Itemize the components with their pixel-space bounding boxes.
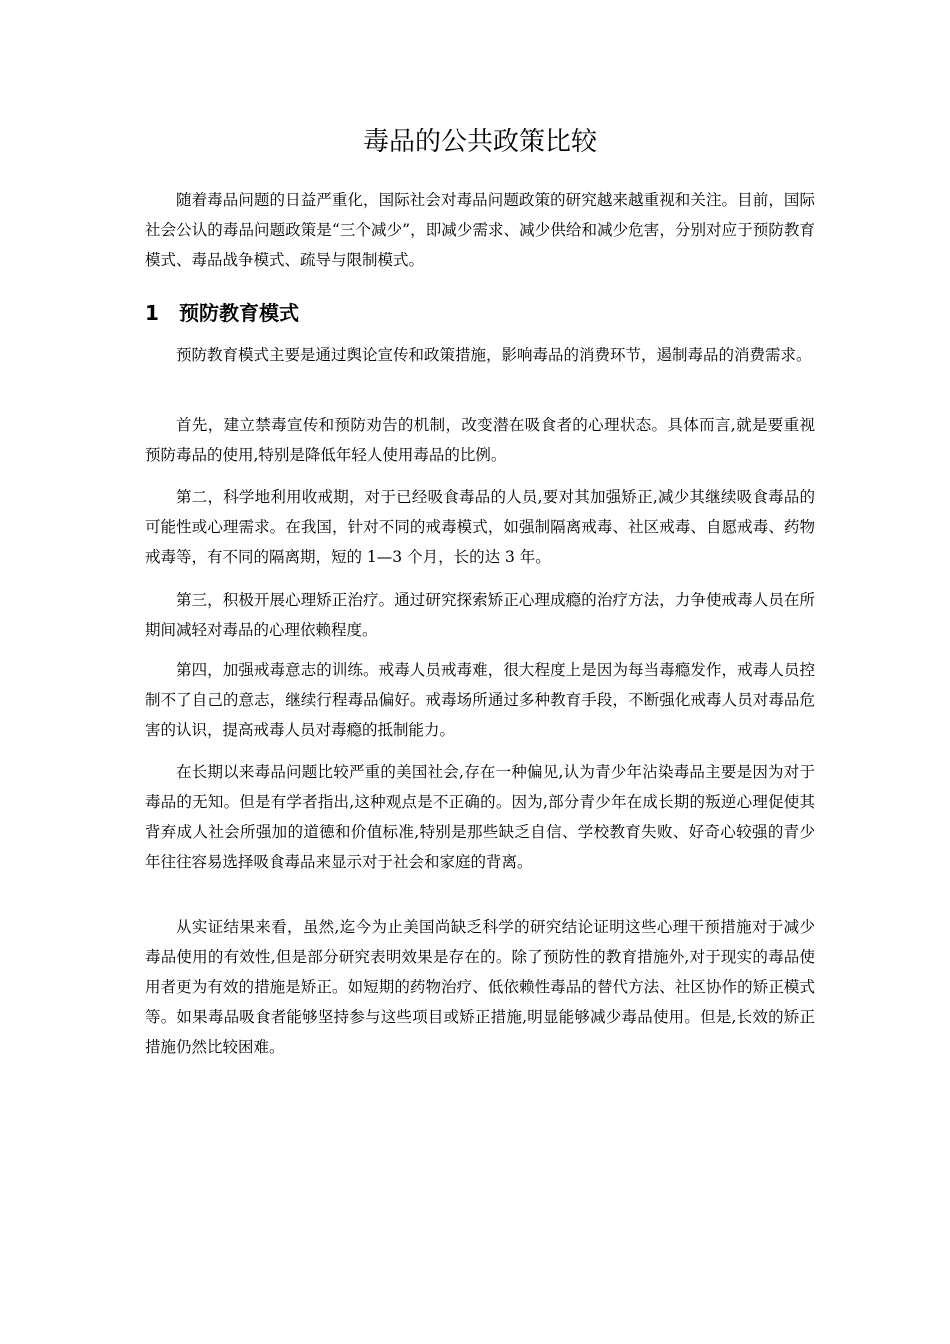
body-paragraph: 第二，科学地利用收戒期，对于已经吸食毒品的人员,要对其加强矫正,减少其继续吸食毒品的可能性或心理需求。在我国，针对不同的戒毒模式，如强制隔离戒毒、社区戒毒、自愿戒毒、药物戒毒等，有不同的隔离期，短的 1—3 个月，长的达 3 年。	[145, 488, 815, 566]
section-heading	[145, 298, 299, 328]
body-paragraph: 在长期以来毒品问题比较严重的美国社会,存在一种偏见,认为青少年沾染毒品主要是因为对于毒品的无知。但是有学者指出,这种观点是不正确的。因为,部分青少年在成长期的叛逆心理促使其背弃成人社会所强加的道德和价值标准,特别是那些缺乏自信、学校教育失败、好奇心较强的青少年往往容易选择吸食毒品来显示对于社会和家庭的背离。	[145, 763, 815, 871]
body-paragraph: 首先，建立禁毒宣传和预防劝告的机制，改变潜在吸食者的心理状态。具体而言,就是要重视预防毒品的使用,特别是降低年轻人使用毒品的比例。	[145, 416, 815, 464]
body-paragraph: 第四，加强戒毒意志的训练。戒毒人员戒毒难，很大程度上是因为每当毒瘾发作，戒毒人员控制不了自己的意志，继续行程毒品偏好。戒毒场所通过多种教育手段，不断强化戒毒人员对毒品危害的认识，提高戒毒人员对毒瘾的抵制能力。	[145, 661, 815, 739]
body-paragraph: 预防教育模式主要是通过舆论宣传和政策措施，影响毒品的消费环节，遏制毒品的消费需求。	[176, 346, 812, 364]
document-title: 毒品的公共政策比较	[362, 127, 597, 157]
body-paragraph: 从实证结果来看，虽然,迄今为止美国尚缺乏科学的研究结论证明这些心理干预措施对于减少毒品使用的有效性,但是部分研究表明效果是存在的。除了预防性的教育措施外,对于现实的毒品使用者更为有效的措施是矫正。如短期的药物治疗、低依赖性毒品的替代方法、社区协作的矫正模式等。如果毒品吸食者能够坚持参与这些项目或矫正措施,明显能够减少毒品使用。但是,长效的矫正措施仍然比较困难。	[145, 918, 815, 1056]
intro-paragraph: 随着毒品问题的日益严重化，国际社会对毒品问题政策的研究越来越重视和关注。目前，国际社会公认的毒品问题政策是“三个减少”，即减少需求、减少供给和减少危害，分别对应于预防教育模式、毒品战争模式、疏导与限制模式。	[145, 191, 815, 269]
section-number: 1	[145, 301, 159, 325]
body-paragraph: 第三，积极开展心理矫正治疗。通过研究探索矫正心理成瘾的治疗方法，力争使戒毒人员在所期间减轻对毒品的心理依赖程度。	[145, 591, 815, 639]
section-title: 预防教育模式	[179, 301, 299, 325]
